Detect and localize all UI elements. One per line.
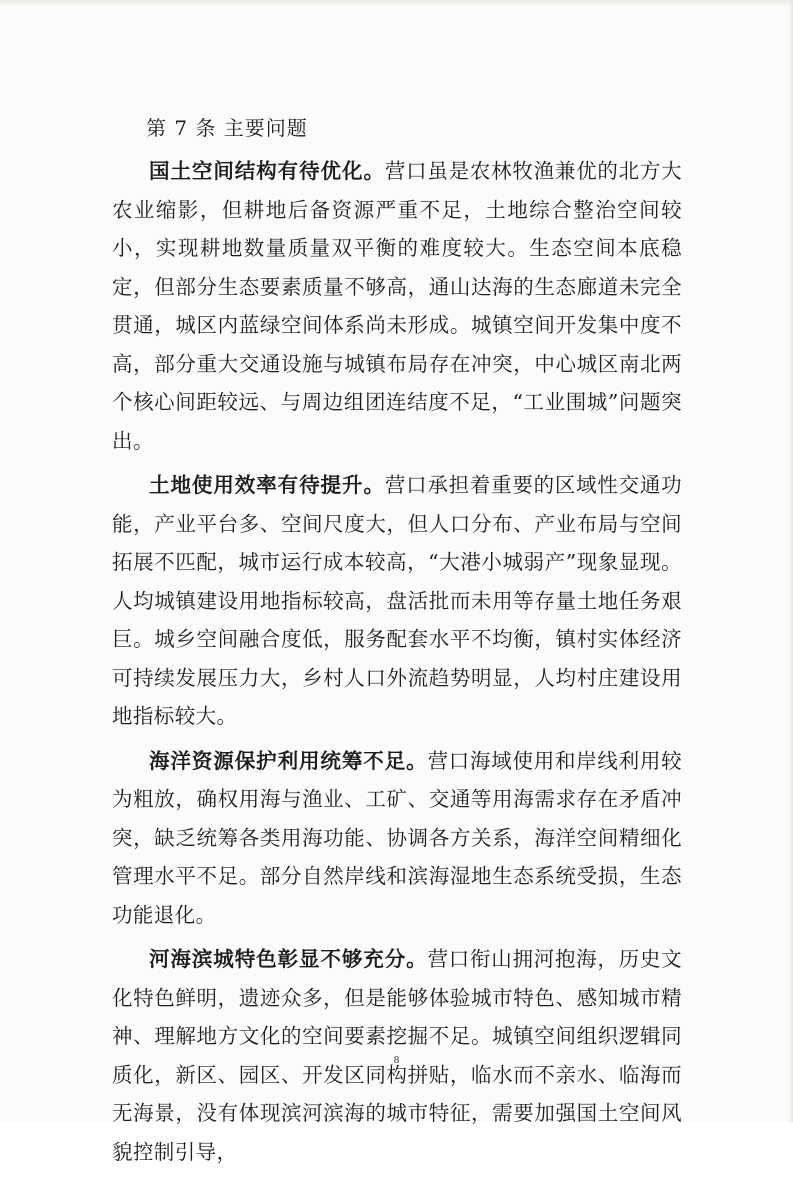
paragraph-lead: 河海滨城特色彰显不够充分。 — [149, 947, 428, 971]
paragraph-lead: 海洋资源保护利用统筹不足。 — [149, 748, 428, 773]
paragraph-text: 营口海域使用和岸线利用较为粗放，确权用海与渔业、工矿、交通等用海需求存在矛盾冲突，缺乏统筹各类用海功能、协调各方关系，海洋空间精细化管理水平不足。部分自然岸线和滨海湿地生态系统受损，生态功能退化。 — [112, 748, 682, 927]
paragraph-lead: 土地使用效率有待提升。 — [149, 473, 385, 497]
paragraph-land-efficiency — [112, 466, 682, 736]
paragraph-text: 营口承担着重要的区域性交通功能，产业平台多、空间尺度大，但人口分布、产业布局与空间拓展不匹配，城市运行成本较高，“大港小城弱产”现象显现。人均城镇建设用地指标较高，盘活批而未用等存量土地任务艰巨。城乡空间融合度低，服务配套水平不均衡，镇村实体经济可持续发展压力大，乡村人口外流趋势明显，人均村庄建设用地指标较大。 — [112, 473, 682, 728]
page-number: 8 — [393, 1054, 400, 1066]
paragraph-land-structure — [112, 152, 682, 460]
paragraph-marine-resources — [112, 742, 682, 935]
article-heading: 第 7 条 主要问题 — [146, 116, 308, 140]
paragraph-lead: 国土空间结构有待优化。 — [149, 159, 385, 183]
scan-edge-shadow — [0, 0, 793, 6]
scan-edge-shadow-right — [789, 0, 793, 1122]
paragraph-text: 营口虽是农林牧渔兼优的北方大农业缩影，但耕地后备资源严重不足，土地综合整治空间较小，实现耕地数量质量双平衡的难度较大。生态空间本底稳定，但部分生态要素质量不够高，通山达海的生态廊道未完全贯通，城区内蓝绿空间体系尚未形成。城镇空间开发集中度不高，部分重大交通设施与城镇布局存在冲突，中心城区南北两个核心间距较远、与周边组团连结度不足，“工业围城”问题突出。 — [112, 159, 682, 453]
paragraph-text: 营口衔山拥河抱海，历史文化特色鲜明，遗迹众多，但是能够体验城市特色、感知城市精神、理解地方文化的空间要素挖掘不足。城镇空间组织逻辑同质化，新区、园区、开发区同构拼贴，临水而不亲水、临海而无海景，没有体现滨河滨海的城市特征，需要加强国土空间风貌控制引导， — [112, 947, 682, 1164]
article-body — [112, 112, 682, 1177]
